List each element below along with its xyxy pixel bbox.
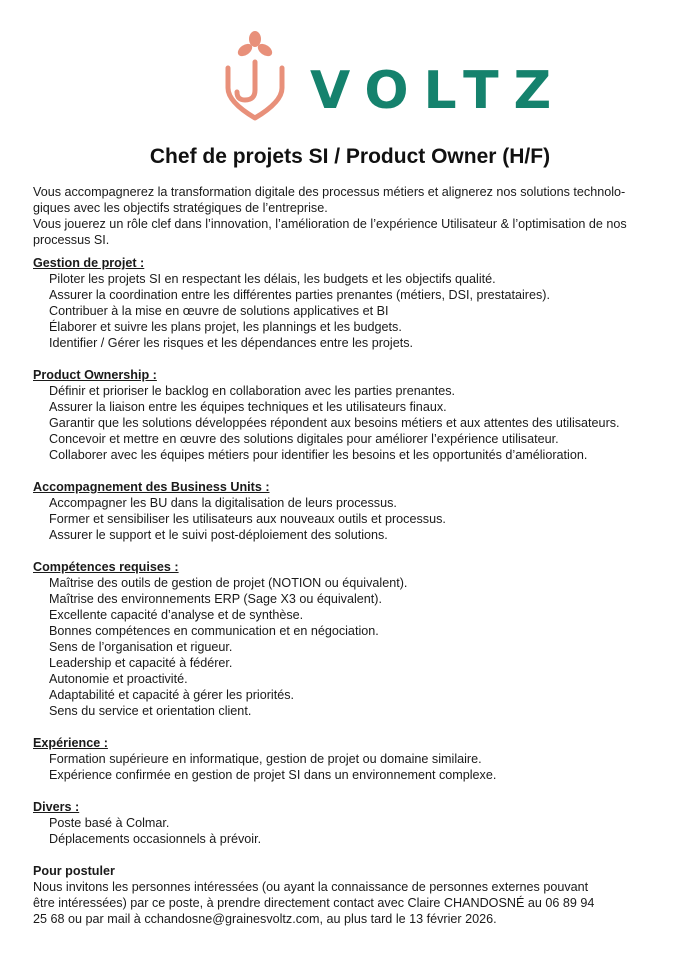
list-item: Définir et prioriser le backlog en collaboration avec les parties prenantes.: [49, 384, 456, 398]
list-item: Assurer la coordination entre les différentes parties prenantes (métiers, DSI, prestataires).: [49, 288, 550, 302]
section-gestion-projet: [33, 255, 673, 351]
page-title: Chef de projets SI / Product Owner (H/F): [149, 145, 551, 168]
section-competences: [33, 559, 673, 719]
section-title: Gestion de projet :: [33, 256, 145, 270]
intro-line: processus SI.: [33, 233, 110, 247]
list-item: Leadership et capacité à fédérer.: [49, 656, 233, 670]
list-item: Sens du service et orientation client.: [49, 704, 252, 718]
brand-wordmark: VOLTZ: [310, 61, 567, 121]
list-item: Maîtrise des environnements ERP (Sage X3 ou équivalent).: [49, 592, 382, 606]
section-title: Accompagnement des Business Units :: [33, 480, 270, 494]
apply-line: 25 68 ou par mail à cchandosne@grainesvoltz.com, au plus tard le 13 février 2026.: [33, 912, 497, 926]
section-title: Compétences requises :: [33, 560, 179, 574]
list-item: Assurer le support et le suivi post-déploiement des solutions.: [49, 528, 388, 542]
voltz-logo: [222, 30, 567, 122]
section-title: Divers :: [33, 800, 80, 814]
apply-title: Pour postuler: [33, 864, 115, 878]
list-item: Sens de l’organisation et rigueur.: [49, 640, 233, 654]
list-item: Garantir que les solutions développées répondent aux besoins métiers et aux attentes des utilisateurs.: [49, 416, 620, 430]
section-title: Product Ownership :: [33, 368, 157, 382]
list-item: Concevoir et mettre en œuvre des solutions digitales pour améliorer l’expérience utilisateur.: [49, 432, 559, 446]
section-title: Expérience :: [33, 736, 108, 750]
list-item: Adaptabilité et capacité à gérer les priorités.: [49, 688, 295, 702]
list-item: Contribuer à la mise en œuvre de solutions applicatives et BI: [49, 304, 389, 318]
list-item: Collaborer avec les équipes métiers pour identifier les besoins et les opportunités d’amélioration.: [49, 448, 588, 462]
list-item: Excellente capacité d’analyse et de synthèse.: [49, 608, 304, 622]
list-item: Maîtrise des outils de gestion de projet (NOTION ou équivalent).: [49, 576, 408, 590]
list-item: Assurer la liaison entre les équipes techniques et les utilisateurs finaux.: [49, 400, 447, 414]
list-item: Identifier / Gérer les risques et les dépendances entre les projets.: [49, 336, 414, 350]
list-item: Poste basé à Colmar.: [49, 816, 170, 830]
section-experience: [33, 735, 673, 783]
intro-line: Vous accompagnerez la transformation digitale des processus métiers et alignerez nos solutions technolo-: [33, 185, 626, 199]
list-item: Déplacements occasionnels à prévoir.: [49, 832, 262, 846]
apply-line: Nous invitons les personnes intéressées (ou ayant la connaissance de personnes externes pouvant: [33, 880, 589, 894]
list-item: Bonnes compétences en communication et en négociation.: [49, 624, 379, 638]
section-product-ownership: [33, 367, 673, 463]
apply-line: être intéressées) par ce poste, à prendre directement contact avec Claire CHANDOSNÉ au 06 89 94: [33, 896, 595, 910]
list-item: Élaborer et suivre les plans projet, les plannings et les budgets.: [49, 320, 402, 334]
list-item: Piloter les projets SI en respectant les délais, les budgets et les objectifs qualité.: [49, 272, 496, 286]
list-item: Autonomie et proactivité.: [49, 672, 188, 686]
intro-paragraph: [33, 184, 673, 248]
list-item: Accompagner les BU dans la digitalisation de leurs processus.: [49, 496, 397, 510]
seed-sprout-icon: [222, 30, 288, 122]
list-item: Formation supérieure en informatique, gestion de projet ou domaine similaire.: [49, 752, 482, 766]
intro-line: Vous jouerez un rôle clef dans l’innovation, l’amélioration de l’expérience Utilisateur & l’optimisation de nos: [33, 217, 627, 231]
intro-line: giques avec les objectifs stratégiques de l’entreprise.: [33, 201, 328, 215]
section-business-units: [33, 479, 673, 543]
list-item: Former et sensibiliser les utilisateurs aux nouveaux outils et processus.: [49, 512, 446, 526]
job-description: [33, 184, 673, 927]
list-item: Expérience confirmée en gestion de projet SI dans un environnement complexe.: [49, 768, 497, 782]
section-apply: [33, 863, 673, 927]
section-divers: [33, 799, 673, 847]
